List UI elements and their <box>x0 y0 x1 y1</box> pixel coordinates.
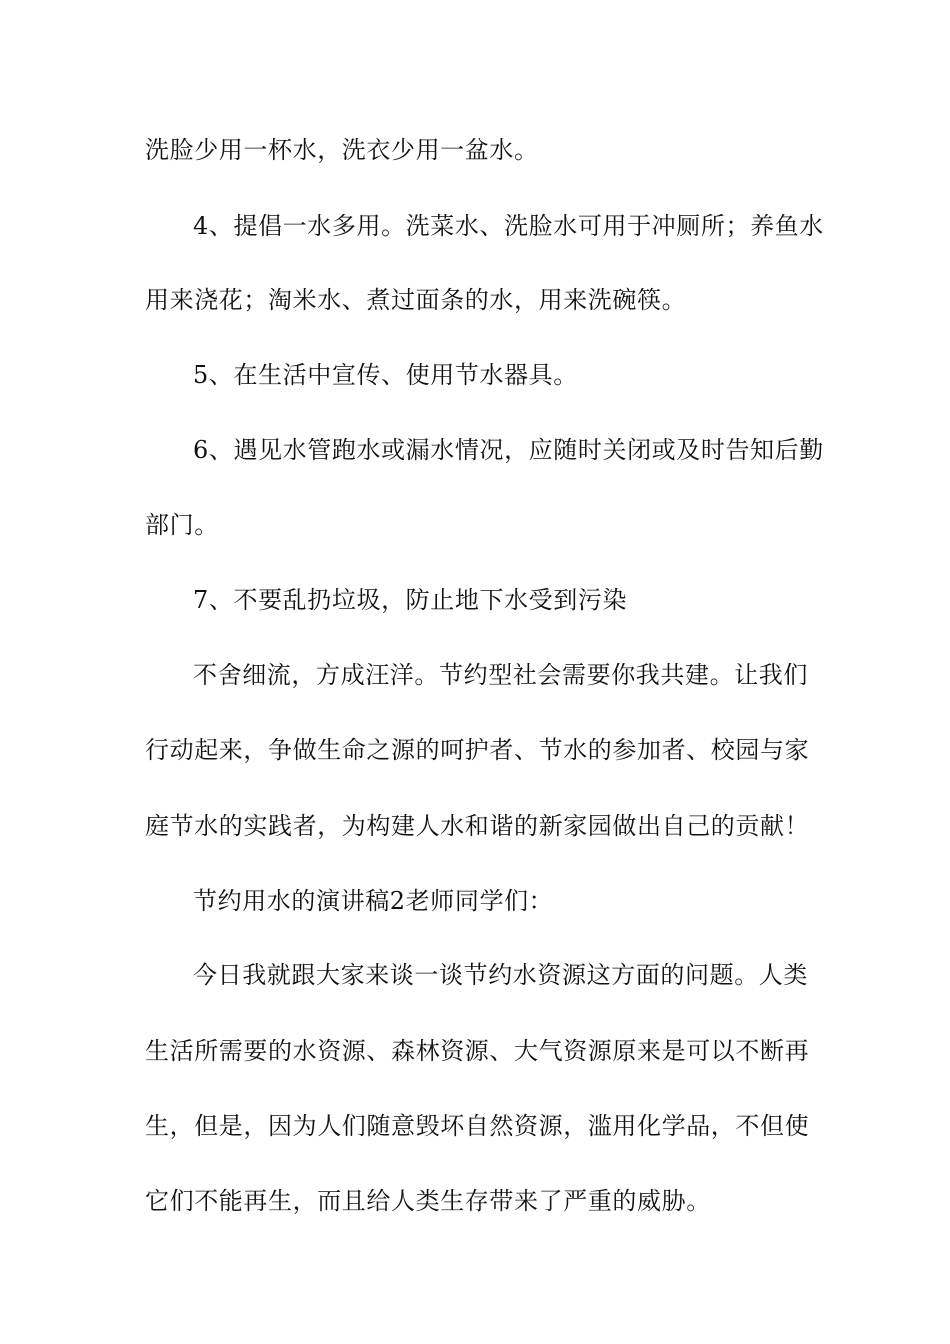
text-line-3: 用来浇花；淘米水、煮过面条的水，用来洗碗筷。 <box>145 286 687 314</box>
text-line-2: 4、提倡一水多用。洗菜水、洗脸水可用于冲厕所；养鱼水 <box>193 212 824 240</box>
text-line-11: 节约用水的演讲稿2老师同学们： <box>193 887 554 915</box>
text-line-10: 庭节水的实践者，为构建人水和谐的新家园做出自己的贡献！ <box>145 812 810 840</box>
text-line-12: 今日我就跟大家来谈一谈节约水资源这方面的问题。人类 <box>193 961 808 989</box>
text-line-5: 6、遇见水管跑水或漏水情况，应随时关闭或及时告知后勤 <box>193 436 824 464</box>
text-line-4: 5、在生活中宣传、使用节水器具。 <box>193 361 578 389</box>
text-line-6: 部门。 <box>145 511 219 539</box>
text-line-14: 生，但是，因为人们随意毁坏自然资源，滥用化学品，不但使 <box>145 1112 810 1140</box>
text-line-15: 它们不能再生，而且给人类生存带来了严重的威胁。 <box>145 1187 711 1215</box>
text-line-8: 不舍细流，方成汪洋。节约型社会需要你我共建。让我们 <box>193 661 808 689</box>
text-line-9: 行动起来，争做生命之源的呵护者、节水的参加者、校园与家 <box>145 736 810 764</box>
text-line-1: 洗脸少用一杯水，洗衣少用一盆水。 <box>145 136 539 164</box>
text-line-13: 生活所需要的水资源、森林资源、大气资源原来是可以不断再 <box>145 1037 810 1065</box>
text-line-7: 7、不要乱扔垃圾，防止地下水受到污染 <box>193 586 628 614</box>
